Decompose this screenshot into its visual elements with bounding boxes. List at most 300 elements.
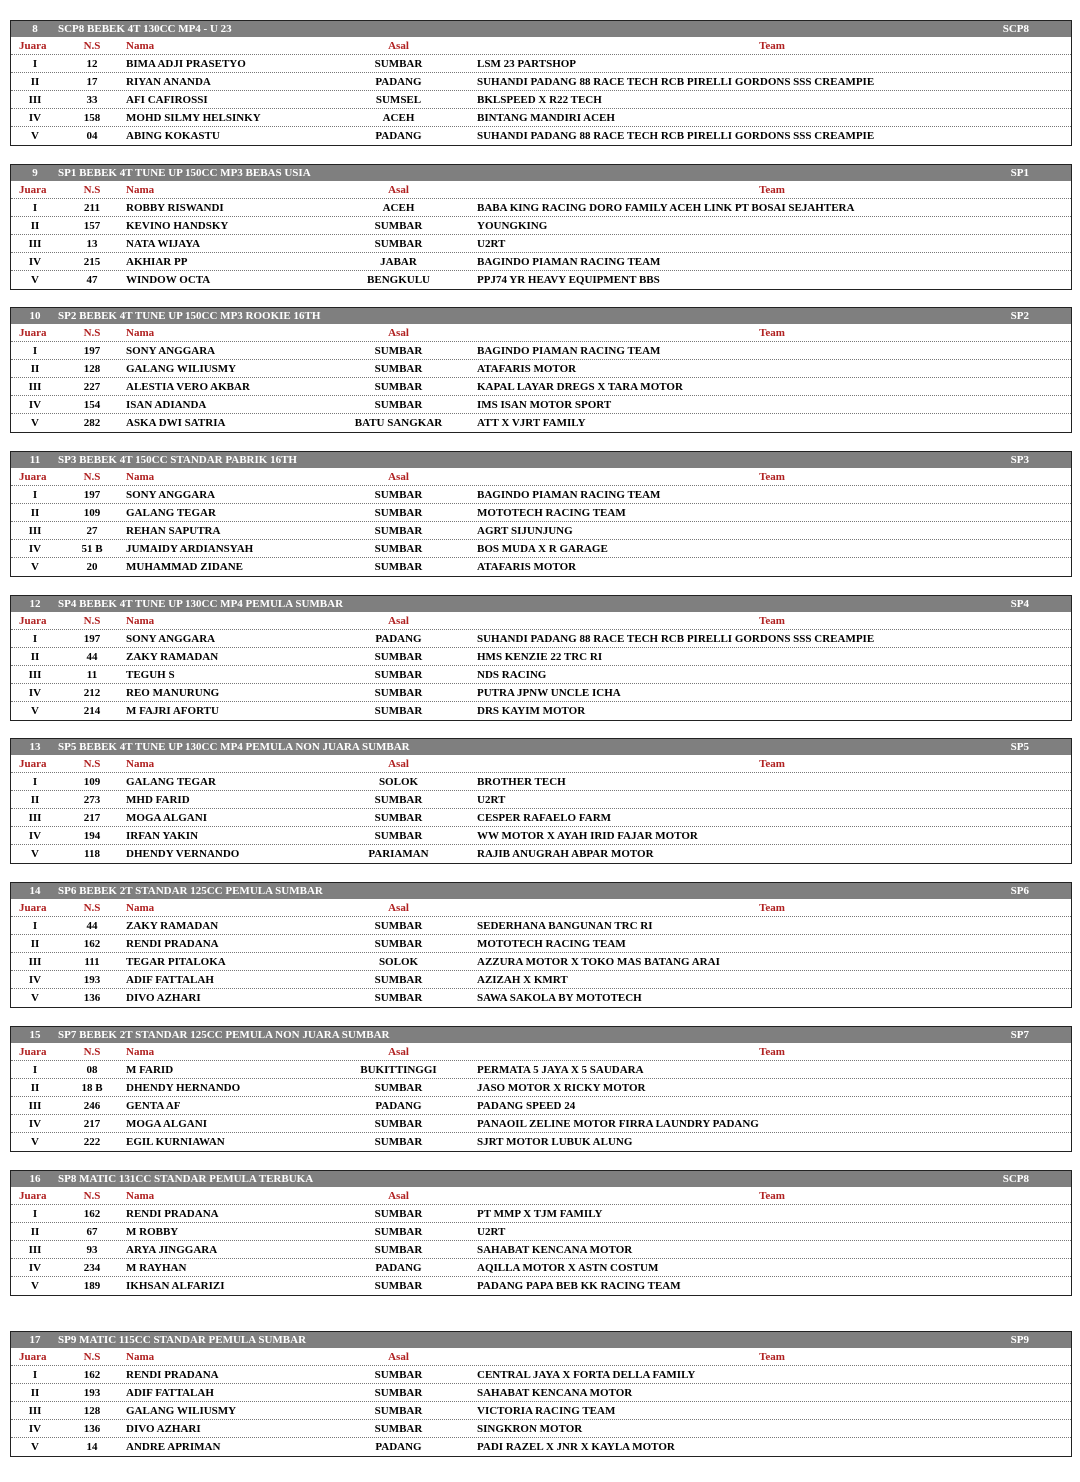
column-header-row	[11, 899, 1071, 917]
asal-cell: SUMBAR	[374, 238, 423, 250]
juara-cell: III	[28, 94, 42, 106]
class-header	[11, 1027, 1071, 1043]
team-cell: RAJIB ANUGRAH ABPAR MOTOR	[477, 848, 654, 860]
ns-cell: 157	[83, 220, 101, 232]
ns-cell: 14	[86, 1441, 98, 1453]
result-row	[11, 199, 1071, 217]
class-number: 16	[29, 1173, 41, 1185]
nama-cell: GENTA AF	[126, 1100, 181, 1112]
team-cell: U2RT	[477, 794, 506, 806]
ns-cell: 193	[83, 974, 101, 986]
team-cell: PADANG SPEED 24	[477, 1100, 576, 1112]
nama-cell: ADIF FATTALAH	[126, 1387, 214, 1399]
team-cell: BINTANG MANDIRI ACEH	[477, 112, 615, 124]
ns-cell: 282	[83, 417, 101, 429]
col-juara-header: Juara	[19, 327, 47, 339]
team-cell: BOS MUDA X R GARAGE	[477, 543, 608, 555]
col-nama-header: Nama	[126, 902, 155, 914]
asal-cell: SUMBAR	[374, 1423, 423, 1435]
juara-cell: V	[31, 992, 39, 1004]
juara-cell: I	[32, 58, 38, 70]
column-header-row	[11, 612, 1071, 630]
class-header	[11, 165, 1071, 181]
col-asal-header: Asal	[388, 184, 409, 196]
ns-cell: 11	[86, 669, 98, 681]
team-cell: MOTOTECH RACING TEAM	[477, 938, 626, 950]
nama-cell: KEVINO HANDSKY	[126, 220, 229, 232]
team-cell: SAWA SAKOLA BY MOTOTECH	[477, 992, 642, 1004]
col-team-header: Team	[759, 40, 785, 52]
col-nama-header: Nama	[126, 1351, 155, 1363]
juara-cell: III	[28, 1100, 42, 1112]
juara-cell: I	[32, 633, 38, 645]
asal-cell: SUMBAR	[374, 363, 423, 375]
asal-cell: ACEH	[382, 202, 415, 214]
juara-cell: II	[30, 651, 40, 663]
class-title: SP1 BEBEK 4T TUNE UP 150CC MP3 BEBAS USIA	[58, 167, 311, 179]
asal-cell: SUMBAR	[374, 974, 423, 986]
asal-cell: SUMBAR	[374, 561, 423, 573]
result-row	[11, 414, 1071, 432]
team-cell: LSM 23 PARTSHOP	[477, 58, 577, 70]
team-cell: PADI RAZEL X JNR X KAYLA MOTOR	[477, 1441, 675, 1453]
juara-cell: II	[30, 1082, 40, 1094]
ns-cell: 08	[86, 1064, 98, 1076]
result-row	[11, 648, 1071, 666]
asal-cell: SUMBAR	[374, 830, 423, 842]
class-number: 15	[29, 1029, 41, 1041]
col-ns-header: N.S	[83, 902, 101, 914]
nama-cell: IKHSAN ALFARIZI	[126, 1280, 225, 1292]
asal-cell: SUMBAR	[374, 1280, 423, 1292]
nama-cell: RENDI PRADANA	[126, 1208, 219, 1220]
asal-cell: SUMBAR	[374, 381, 423, 393]
ns-cell: 136	[83, 1423, 101, 1435]
class-code: SP7	[1010, 1029, 1029, 1041]
col-asal-header: Asal	[388, 327, 409, 339]
result-row	[11, 1241, 1071, 1259]
juara-cell: IV	[28, 1262, 42, 1274]
ns-cell: 227	[83, 381, 101, 393]
asal-cell: SUMBAR	[374, 1369, 423, 1381]
asal-cell: SUMBAR	[374, 345, 423, 357]
juara-cell: IV	[28, 543, 42, 555]
result-row	[11, 91, 1071, 109]
result-row	[11, 809, 1071, 827]
asal-cell: SUMBAR	[374, 705, 423, 717]
ns-cell: 118	[84, 848, 100, 860]
ns-cell: 51 B	[81, 543, 103, 555]
juara-cell: IV	[28, 830, 42, 842]
class-code: SCP8	[1002, 23, 1029, 35]
nama-cell: ADIF FATTALAH	[126, 974, 214, 986]
team-cell: CENTRAL JAYA X FORTA DELLA FAMILY	[477, 1369, 696, 1381]
team-cell: SAHABAT KENCANA MOTOR	[477, 1387, 633, 1399]
ns-cell: 197	[83, 633, 101, 645]
juara-cell: V	[31, 1280, 39, 1292]
col-nama-header: Nama	[126, 1190, 155, 1202]
result-row	[11, 971, 1071, 989]
result-row	[11, 127, 1071, 145]
asal-cell: ACEH	[382, 112, 415, 124]
class-section	[10, 1026, 1072, 1152]
ns-cell: 20	[86, 561, 98, 573]
juara-cell: II	[30, 363, 40, 375]
nama-cell: AKHIAR PP	[126, 256, 188, 268]
col-ns-header: N.S	[83, 40, 101, 52]
juara-cell: III	[28, 956, 42, 968]
asal-cell: SUMBAR	[374, 992, 423, 1004]
asal-cell: SUMBAR	[374, 1136, 423, 1148]
team-cell: SUHANDI PADANG 88 RACE TECH RCB PIRELLI GORDONS SSS CREAMPIE	[477, 76, 875, 88]
asal-cell: SUMBAR	[374, 651, 423, 663]
ns-cell: 212	[83, 687, 101, 699]
col-juara-header: Juara	[19, 1046, 47, 1058]
ns-cell: 194	[83, 830, 101, 842]
juara-cell: IV	[28, 399, 42, 411]
asal-cell: PADANG	[375, 1100, 422, 1112]
result-row	[11, 109, 1071, 127]
class-header	[11, 1171, 1071, 1187]
juara-cell: V	[31, 1441, 39, 1453]
juara-cell: II	[30, 794, 40, 806]
juara-cell: I	[32, 1369, 38, 1381]
nama-cell: DHENDY HERNANDO	[126, 1082, 241, 1094]
juara-cell: II	[30, 1387, 40, 1399]
asal-cell: SUMBAR	[374, 1244, 423, 1256]
result-row	[11, 1079, 1071, 1097]
ns-cell: 197	[83, 489, 101, 501]
class-section	[10, 164, 1072, 290]
results-rows	[11, 773, 1071, 863]
nama-cell: TEGAR PITALOKA	[126, 956, 226, 968]
class-section	[10, 1170, 1072, 1296]
result-row	[11, 827, 1071, 845]
juara-cell: V	[31, 274, 39, 286]
result-row	[11, 1223, 1071, 1241]
class-number: 14	[29, 885, 41, 897]
nama-cell: M FAJRI AFORTU	[126, 705, 219, 717]
class-title: SP9 MATIC 115CC STANDAR PEMULA SUMBAR	[58, 1334, 307, 1346]
ns-cell: 189	[83, 1280, 101, 1292]
juara-cell: III	[28, 381, 42, 393]
col-juara-header: Juara	[19, 902, 47, 914]
asal-cell: SUMBAR	[374, 1387, 423, 1399]
team-cell: DRS KAYIM MOTOR	[477, 705, 586, 717]
column-header-row	[11, 468, 1071, 486]
col-nama-header: Nama	[126, 758, 155, 770]
ns-cell: 04	[86, 130, 98, 142]
juara-cell: I	[32, 920, 38, 932]
result-row	[11, 791, 1071, 809]
juara-cell: V	[31, 130, 39, 142]
col-juara-header: Juara	[19, 184, 47, 196]
asal-cell: PADANG	[375, 1262, 422, 1274]
ns-cell: 128	[83, 363, 101, 375]
class-number: 11	[29, 454, 41, 466]
team-cell: IMS ISAN MOTOR SPORT	[477, 399, 612, 411]
class-title: SCP8 BEBEK 4T 130CC MP4 - U 23	[58, 23, 232, 35]
column-header-row	[11, 181, 1071, 199]
ns-cell: 93	[86, 1244, 98, 1256]
nama-cell: M FARID	[126, 1064, 174, 1076]
team-cell: NDS RACING	[477, 669, 547, 681]
team-cell: BKLSPEED X R22 TECH	[477, 94, 602, 106]
result-row	[11, 1061, 1071, 1079]
ns-cell: 217	[83, 812, 101, 824]
col-ns-header: N.S	[83, 615, 101, 627]
ns-cell: 158	[83, 112, 101, 124]
col-team-header: Team	[759, 471, 785, 483]
juara-cell: III	[28, 1405, 42, 1417]
juara-cell: II	[30, 220, 40, 232]
nama-cell: RIYAN ANANDA	[126, 76, 211, 88]
result-row	[11, 378, 1071, 396]
team-cell: PADANG PAPA BEB KK RACING TEAM	[477, 1280, 681, 1292]
nama-cell: TEGUH S	[126, 669, 175, 681]
col-ns-header: N.S	[83, 1190, 101, 1202]
nama-cell: GALANG TEGAR	[126, 776, 216, 788]
ns-cell: 18 B	[81, 1082, 103, 1094]
nama-cell: WINDOW OCTA	[126, 274, 211, 286]
asal-cell: SOLOK	[378, 956, 419, 968]
juara-cell: I	[32, 1064, 38, 1076]
nama-cell: REHAN SAPUTRA	[126, 525, 221, 537]
ns-cell: 217	[83, 1118, 101, 1130]
col-ns-header: N.S	[83, 758, 101, 770]
juara-cell: II	[30, 76, 40, 88]
team-cell: JASO MOTOR X RICKY MOTOR	[477, 1082, 646, 1094]
team-cell: HMS KENZIE 22 TRC RI	[477, 651, 603, 663]
col-ns-header: N.S	[83, 1351, 101, 1363]
nama-cell: MOGA ALGANI	[126, 1118, 207, 1130]
column-header-row	[11, 1187, 1071, 1205]
col-nama-header: Nama	[126, 615, 155, 627]
asal-cell: SUMBAR	[374, 543, 423, 555]
col-asal-header: Asal	[388, 902, 409, 914]
result-row	[11, 1402, 1071, 1420]
juara-cell: III	[28, 525, 42, 537]
team-cell: SEDERHANA BANGUNAN TRC RI	[477, 920, 653, 932]
asal-cell: PADANG	[375, 76, 422, 88]
ns-cell: 27	[86, 525, 98, 537]
nama-cell: REO MANURUNG	[126, 687, 220, 699]
column-header-row	[11, 324, 1071, 342]
juara-cell: III	[28, 669, 42, 681]
result-row	[11, 342, 1071, 360]
col-asal-header: Asal	[388, 1190, 409, 1202]
column-header-row	[11, 37, 1071, 55]
col-ns-header: N.S	[83, 471, 101, 483]
nama-cell: SONY ANGGARA	[126, 345, 216, 357]
asal-cell: SUMSEL	[375, 94, 422, 106]
result-row	[11, 666, 1071, 684]
team-cell: VICTORIA RACING TEAM	[477, 1405, 616, 1417]
team-cell: ATT X VJRT FAMILY	[477, 417, 586, 429]
juara-cell: I	[32, 1208, 38, 1220]
team-cell: ATAFARIS MOTOR	[477, 363, 577, 375]
nama-cell: ISAN ADIANDA	[126, 399, 207, 411]
class-title: SP8 MATIC 131CC STANDAR PEMULA TERBUKA	[58, 1173, 314, 1185]
result-row	[11, 702, 1071, 720]
results-rows	[11, 1366, 1071, 1456]
ns-cell: 162	[83, 938, 101, 950]
juara-cell: I	[32, 776, 38, 788]
results-rows	[11, 342, 1071, 432]
nama-cell: SONY ANGGARA	[126, 633, 216, 645]
ns-cell: 273	[83, 794, 101, 806]
asal-cell: SUMBAR	[374, 794, 423, 806]
team-cell: PT MMP X TJM FAMILY	[477, 1208, 603, 1220]
juara-cell: I	[32, 202, 38, 214]
ns-cell: 193	[83, 1387, 101, 1399]
result-row	[11, 630, 1071, 648]
team-cell: BAGINDO PIAMAN RACING TEAM	[477, 345, 661, 357]
asal-cell: JABAR	[380, 256, 417, 268]
class-code: SP4	[1010, 598, 1029, 610]
col-team-header: Team	[759, 1046, 785, 1058]
class-code: SP3	[1010, 454, 1029, 466]
result-row	[11, 55, 1071, 73]
asal-cell: SUMBAR	[374, 920, 423, 932]
class-title: SP5 BEBEK 4T TUNE UP 130CC MP4 PEMULA NON JUARA SUMBAR	[58, 741, 410, 753]
class-code: SP9	[1010, 1334, 1029, 1346]
asal-cell: PARIAMAN	[368, 848, 429, 860]
ns-cell: 162	[83, 1208, 101, 1220]
team-cell: SAHABAT KENCANA MOTOR	[477, 1244, 633, 1256]
ns-cell: 211	[84, 202, 100, 214]
team-cell: SUHANDI PADANG 88 RACE TECH RCB PIRELLI GORDONS SSS CREAMPIE	[477, 130, 875, 142]
juara-cell: V	[31, 705, 39, 717]
result-row	[11, 558, 1071, 576]
ns-cell: 222	[83, 1136, 101, 1148]
class-title: SP3 BEBEK 4T 150CC STANDAR PABRIK 16TH	[58, 454, 297, 466]
juara-cell: I	[32, 489, 38, 501]
class-section	[10, 307, 1072, 433]
juara-cell: V	[31, 561, 39, 573]
col-asal-header: Asal	[388, 1046, 409, 1058]
class-header	[11, 452, 1071, 468]
results-rows	[11, 917, 1071, 1007]
col-asal-header: Asal	[388, 758, 409, 770]
nama-cell: RENDI PRADANA	[126, 938, 219, 950]
asal-cell: SUMBAR	[374, 489, 423, 501]
ns-cell: 44	[86, 651, 98, 663]
asal-cell: BENGKULU	[367, 274, 430, 286]
result-row	[11, 1115, 1071, 1133]
column-header-row	[11, 755, 1071, 773]
asal-cell: BATU SANGKAR	[354, 417, 443, 429]
class-header	[11, 1332, 1071, 1348]
team-cell: BROTHER TECH	[477, 776, 566, 788]
col-juara-header: Juara	[19, 471, 47, 483]
col-team-header: Team	[759, 184, 785, 196]
col-juara-header: Juara	[19, 1190, 47, 1202]
team-cell: SINGKRON MOTOR	[477, 1423, 583, 1435]
result-row	[11, 684, 1071, 702]
juara-cell: II	[30, 507, 40, 519]
asal-cell: SUMBAR	[374, 1118, 423, 1130]
nama-cell: ROBBY RISWANDI	[126, 202, 224, 214]
team-cell: AZIZAH X KMRT	[477, 974, 568, 986]
nama-cell: ANDRE APRIMAN	[126, 1441, 221, 1453]
col-juara-header: Juara	[19, 615, 47, 627]
class-section	[10, 882, 1072, 1008]
class-header	[11, 21, 1071, 37]
team-cell: PUTRA JPNW UNCLE ICHA	[477, 687, 621, 699]
juara-cell: III	[28, 238, 42, 250]
result-row	[11, 271, 1071, 289]
nama-cell: ZAKY RAMADAN	[126, 920, 219, 932]
ns-cell: 67	[86, 1226, 98, 1238]
asal-cell: SUMBAR	[374, 507, 423, 519]
team-cell: WW MOTOR X AYAH IRID FAJAR MOTOR	[477, 830, 698, 842]
ns-cell: 128	[83, 1405, 101, 1417]
col-juara-header: Juara	[19, 40, 47, 52]
class-section	[10, 738, 1072, 864]
team-cell: KAPAL LAYAR DREGS X TARA MOTOR	[477, 381, 683, 393]
asal-cell: SUMBAR	[374, 812, 423, 824]
class-header	[11, 308, 1071, 324]
juara-cell: IV	[28, 687, 42, 699]
ns-cell: 214	[83, 705, 101, 717]
team-cell: BABA KING RACING DORO FAMILY ACEH LINK PT BOSAI SEJAHTERA	[477, 202, 855, 214]
asal-cell: SOLOK	[378, 776, 419, 788]
class-code: SP6	[1010, 885, 1029, 897]
class-title: SP6 BEBEK 2T STANDAR 125CC PEMULA SUMBAR	[58, 885, 323, 897]
ns-cell: 246	[83, 1100, 101, 1112]
nama-cell: NATA WIJAYA	[126, 238, 201, 250]
team-cell: SUHANDI PADANG 88 RACE TECH RCB PIRELLI GORDONS SSS CREAMPIE	[477, 633, 875, 645]
ns-cell: 154	[83, 399, 101, 411]
col-nama-header: Nama	[126, 471, 155, 483]
ns-cell: 111	[84, 956, 100, 968]
nama-cell: IRFAN YAKIN	[126, 830, 199, 842]
result-row	[11, 1097, 1071, 1115]
asal-cell: PADANG	[375, 1441, 422, 1453]
result-row	[11, 235, 1071, 253]
team-cell: PANAOIL ZELINE MOTOR FIRRA LAUNDRY PADANG	[477, 1118, 759, 1130]
results-rows	[11, 1205, 1071, 1295]
juara-cell: V	[31, 1136, 39, 1148]
col-asal-header: Asal	[388, 615, 409, 627]
result-row	[11, 360, 1071, 378]
nama-cell: ABING KOKASTU	[126, 130, 220, 142]
class-header	[11, 739, 1071, 755]
nama-cell: DHENDY VERNANDO	[126, 848, 240, 860]
column-header-row	[11, 1043, 1071, 1061]
result-row	[11, 1366, 1071, 1384]
result-row	[11, 773, 1071, 791]
juara-cell: I	[32, 345, 38, 357]
nama-cell: ASKA DWI SATRIA	[126, 417, 226, 429]
result-row	[11, 1384, 1071, 1402]
ns-cell: 197	[83, 345, 101, 357]
nama-cell: MUHAMMAD ZIDANE	[126, 561, 244, 573]
col-asal-header: Asal	[388, 471, 409, 483]
ns-cell: 12	[86, 58, 98, 70]
col-ns-header: N.S	[83, 184, 101, 196]
nama-cell: BIMA ADJI PRASETYO	[126, 58, 246, 70]
ns-cell: 109	[83, 507, 101, 519]
ns-cell: 234	[83, 1262, 101, 1274]
ns-cell: 13	[86, 238, 98, 250]
juara-cell: IV	[28, 1423, 42, 1435]
result-row	[11, 1133, 1071, 1151]
nama-cell: DIVO AZHARI	[126, 1423, 201, 1435]
class-number: 17	[29, 1334, 41, 1346]
class-title: SP2 BEBEK 4T TUNE UP 150CC MP3 ROOKIE 16TH	[58, 310, 321, 322]
